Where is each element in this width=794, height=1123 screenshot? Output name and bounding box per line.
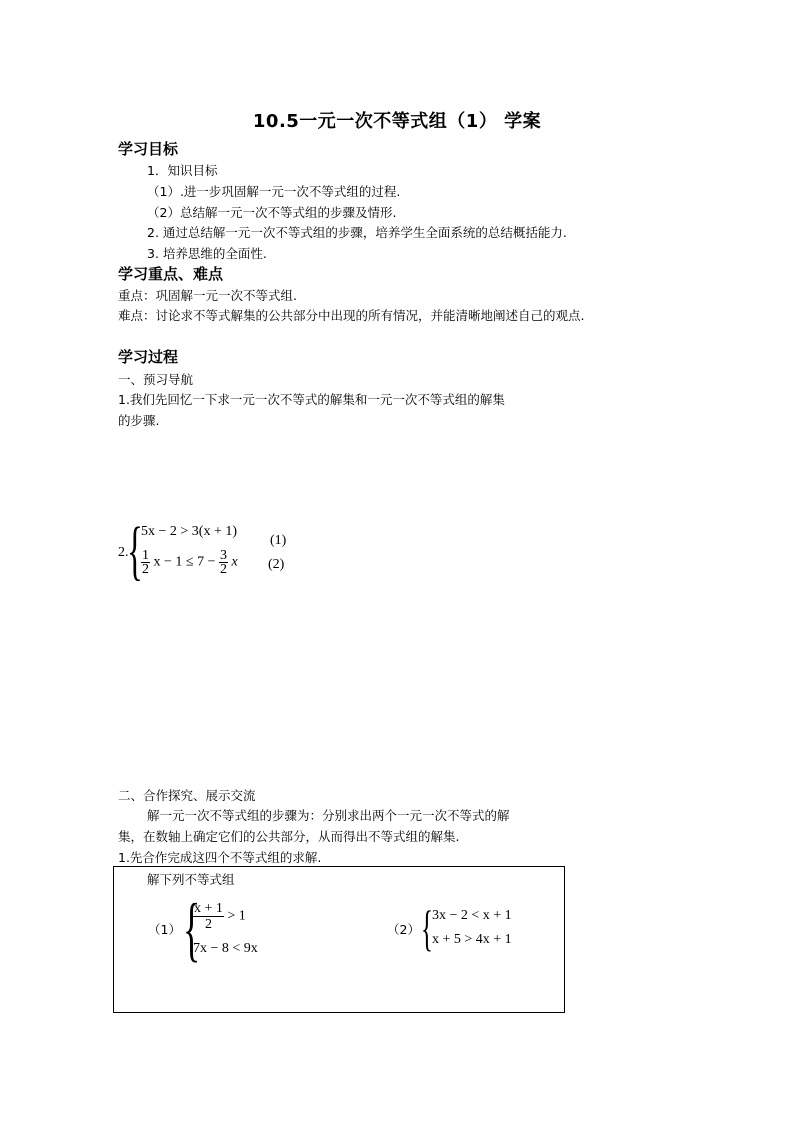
process-heading: 学习过程 — [118, 348, 179, 366]
inequality-1-label: (1) — [270, 533, 287, 548]
system-brace-icon: { — [127, 514, 143, 587]
key-points-heading: 学习重点、难点 — [118, 265, 224, 283]
objective-item-1: 1．知识目标 — [147, 163, 218, 178]
question-1-line-2: 的步骤. — [118, 413, 160, 428]
objective-item-2: 2. 通过总结解一元一次不等式组的步骤，培养学生全面系统的总结概括能力. — [147, 225, 567, 240]
problem-2-inequality-1: 3x − 2 < x + 1 — [432, 908, 512, 923]
objective-item-3: 3. 培养思维的全面性. — [147, 246, 267, 261]
question-2-number: 2. — [118, 545, 129, 560]
inequality-2-label: (2) — [268, 557, 285, 572]
problem-1-inequality-2: 7x − 8 < 9x — [193, 941, 258, 956]
page-title: 10.5一元一次不等式组（1） 学案 — [252, 111, 542, 132]
difficulty-text: 难点：讨论求不等式解集的公共部分中出现的所有情况，并能清晰地阐述自己的观点. — [118, 308, 585, 323]
problem-1-inequality-1: $\frac{x + 1}{2}$ > 1 — [194, 901, 246, 932]
exercise-heading: 解下列不等式组 — [147, 872, 235, 887]
objectives-heading: 学习目标 — [118, 140, 179, 158]
objective-sub-1: （1）.进一步巩固解一元一次不等式组的过程. — [147, 184, 401, 199]
task-1-text: 1.先合作完成这四个不等式组的求解. — [118, 850, 322, 865]
inequality-2: $\frac{1}{2}$ x − 1 ≤ 7 − $\frac{3}{2}$ x — [142, 548, 238, 577]
question-1-line-1: 1.我们先回忆一下求一元一次不等式的解集和一元一次不等式组的解集 — [118, 392, 505, 407]
objective-sub-2: （2）总结解一元一次不等式组的步骤及情形. — [147, 205, 397, 220]
section-2-heading: 二、合作探究、展示交流 — [118, 788, 256, 803]
problem-2-brace-icon: { — [421, 900, 433, 956]
paragraph-line-2: 集，在数轴上确定它们的公共部分，从而得出不等式组的解集. — [118, 829, 460, 844]
paragraph-line-1: 解一元一次不等式组的步骤为：分别求出两个一元一次不等式的解 — [147, 808, 510, 823]
inequality-1: 5x − 2 > 3(x + 1) — [141, 524, 238, 539]
problem-2-inequality-2: x + 5 > 4x + 1 — [432, 932, 512, 947]
problem-1-label: （1） — [148, 922, 181, 937]
focus-text: 重点：巩固解一元一次不等式组. — [118, 288, 297, 303]
problem-2-label: （2） — [387, 922, 420, 937]
section-1-heading: 一、预习导航 — [118, 372, 194, 387]
problem-1-brace-icon: { — [183, 889, 201, 969]
